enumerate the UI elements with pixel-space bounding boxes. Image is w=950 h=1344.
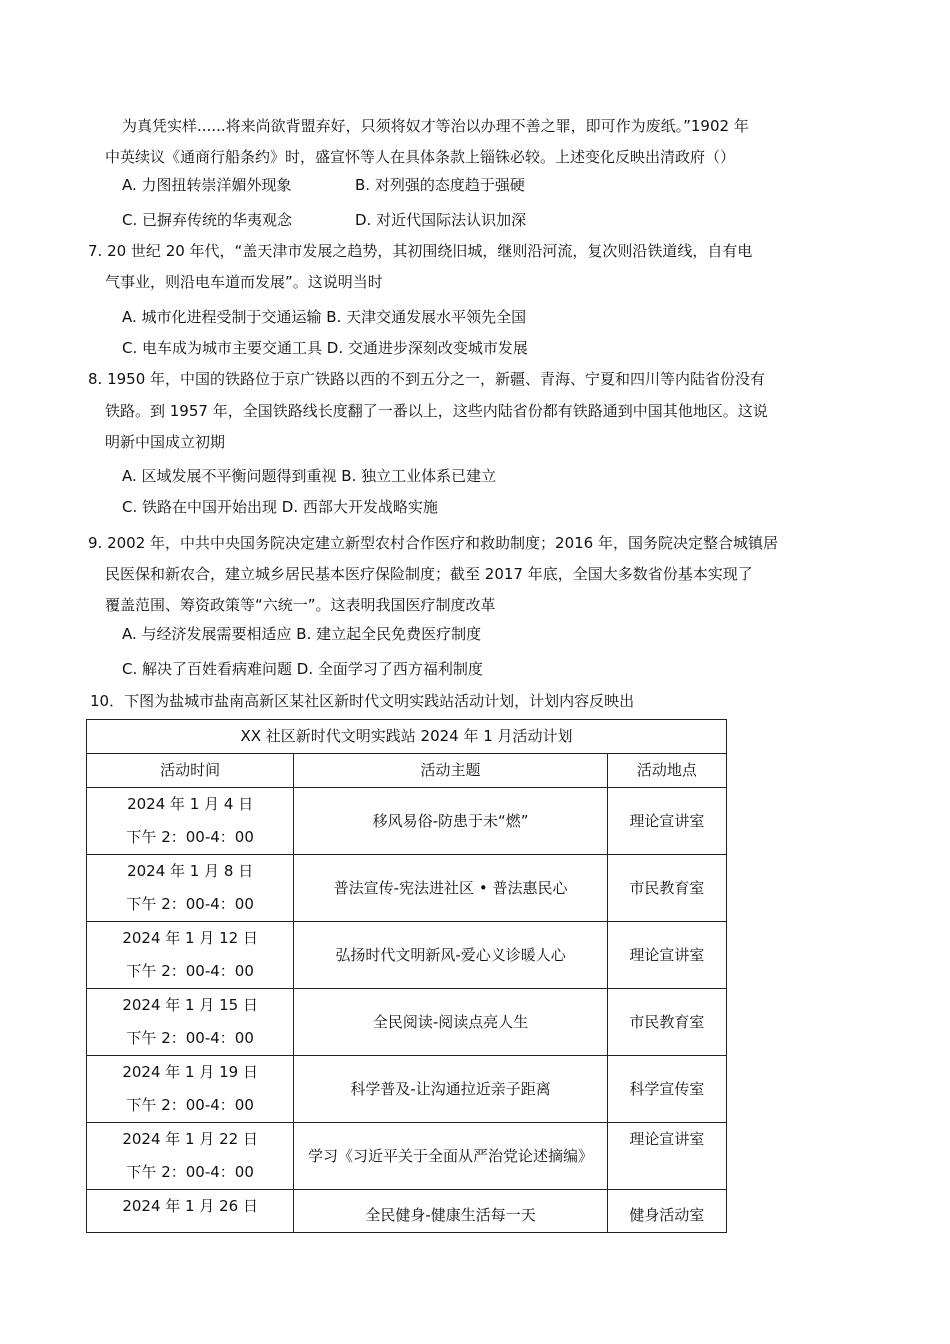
q6-option-c: C. 已摒弃传统的华夷观念 [122,211,293,229]
activity-topic-text: 全民阅读-阅读点亮人生 [372,1012,529,1031]
activity-hours: 下午 2：00-4：00 [126,895,254,913]
activity-topic-text: 弘扬时代文明新风-爱心义诊暖人心 [335,945,566,964]
activity-date: 2024 年 1 月 8 日 [127,862,254,880]
q8-stem-line2: 铁路。到 1957 年，全国铁路线长度翻了一番以上，这些内陆省份都有铁路通到中国其他地区。这说 [105,402,768,420]
activity-place: 市民教育室 [607,989,726,1056]
activity-topic [294,855,607,922]
activity-place: 理论宣讲室 [607,1123,726,1190]
activity-time [87,1056,294,1123]
q9-options-ab: A. 与经济发展需要相适应 B. 建立起全民免费医疗制度 [122,625,482,643]
activity-topic [294,788,607,855]
activity-hours: 下午 2：00-4：00 [126,962,254,980]
activity-hours: 下午 2：00-4：00 [126,1096,254,1114]
activity-topic [294,1123,607,1190]
activity-date: 2024 年 1 月 26 日 [122,1197,258,1215]
activity-topic-text: 普法宣传-宪法进社区 • 普法惠民心 [333,878,568,897]
table-header-row [87,754,727,788]
q6-option-d: D. 对近代国际法认识加深 [355,211,527,229]
table-row [87,922,727,989]
q7-stem-line1: 7. 20 世纪 20 年代，“盖天津市发展之趋势，其初围绕旧城，继则沿河流，复次则沿铁道线，自有电 [88,242,753,260]
table-row [87,1056,727,1123]
activity-date: 2024 年 1 月 22 日 [122,1130,258,1148]
activity-date: 2024 年 1 月 19 日 [122,1063,258,1081]
activity-place: 科学宣传室 [607,1056,726,1123]
activity-place: 市民教育室 [607,855,726,922]
table-row [87,855,727,922]
activity-place: 理论宣讲室 [607,922,726,989]
q10-stem: 10．下图为盐城市盐南高新区某社区新时代文明实践站活动计划，计划内容反映出 [90,692,635,710]
q6-stem-line1: 为真凭实样......将来尚欲背盟弃好，只须将奴才等治以办理不善之罪，即可作为废纸。”1902 年 [122,117,749,135]
q9-stem-line1: 9. 2002 年，中共中央国务院决定建立新型农村合作医疗和救助制度；2016 年，国务院决定整合城镇居 [88,534,778,552]
q6-stem-line2: 中英续议《通商行船条约》时，盛宣怀等人在具体条款上锱铢必较。上述变化反映出清政府（） [105,148,736,166]
activity-time [87,1123,294,1190]
q8-stem-line1: 8. 1950 年，中国的铁路位于京广铁路以西的不到五分之一，新疆、青海、宁夏和四川等内陆省份没有 [88,370,766,388]
q9-stem-line3: 覆盖范围、筹资政策等“六统一”。这表明我国医疗制度改革 [105,596,496,614]
table-title-row [87,720,727,754]
q7-options-cd: C. 电车成为城市主要交通工具 D. 交通进步深刻改变城市发展 [122,339,528,357]
header-topic: 活动主题 [294,754,607,788]
q8-stem-line3: 明新中国成立初期 [105,433,226,451]
activity-date: 2024 年 1 月 4 日 [127,795,254,813]
activity-hours: 下午 2：00-4：00 [126,828,254,846]
activity-time [87,788,294,855]
activity-topic [294,922,607,989]
activity-place: 健身活动室 [607,1190,726,1233]
activity-hours: 下午 2：00-4：00 [126,1029,254,1047]
table-row [87,788,727,855]
activity-topic [294,1190,607,1233]
q6-option-a: A. 力图扭转崇洋媚外现象 [122,176,292,194]
q6-option-b: B. 对列强的态度趋于强硬 [355,176,525,194]
activity-plan-table [86,719,727,1233]
table-row [87,1123,727,1190]
activity-date: 2024 年 1 月 12 日 [122,929,258,947]
q7-stem-line2: 气事业，则沿电车道而发展”。这说明当时 [105,273,383,291]
activity-hours: 下午 2：00-4：00 [126,1163,254,1181]
activity-topic-text: 全民健身-健康生活每一天 [365,1206,536,1224]
q8-options-cd: C. 铁路在中国开始出现 D. 西部大开发战略实施 [122,498,438,516]
header-place: 活动地点 [607,754,726,788]
activity-time [87,855,294,922]
table-row [87,1190,727,1233]
q9-stem-line2: 民医保和新农合，建立城乡居民基本医疗保险制度；截至 2017 年底，全国大多数省份基本实现了 [105,565,753,583]
activity-topic-text: 科学普及-让沟通拉近亲子距离 [350,1079,551,1098]
table-row [87,989,727,1056]
activity-place: 理论宣讲室 [607,788,726,855]
activity-time [87,1190,294,1233]
activity-time [87,989,294,1056]
header-time: 活动时间 [87,754,294,788]
activity-topic [294,989,607,1056]
q9-options-cd: C. 解决了百姓看病难问题 D. 全面学习了西方福利制度 [122,660,483,678]
activity-date: 2024 年 1 月 15 日 [122,996,258,1014]
activity-topic-text: 移风易俗-防患于未“燃” [372,811,529,830]
q7-options-ab: A. 城市化进程受制于交通运输 B. 天津交通发展水平领先全国 [122,308,527,326]
activity-time [87,922,294,989]
activity-topic [294,1056,607,1123]
table-title: XX 社区新时代文明实践站 2024 年 1 月活动计划 [87,720,727,754]
q8-options-ab: A. 区域发展不平衡问题得到重视 B. 独立工业体系已建立 [122,467,497,485]
activity-topic-text: 学习《习近平关于全面从严治党论述摘编》 [308,1146,594,1165]
